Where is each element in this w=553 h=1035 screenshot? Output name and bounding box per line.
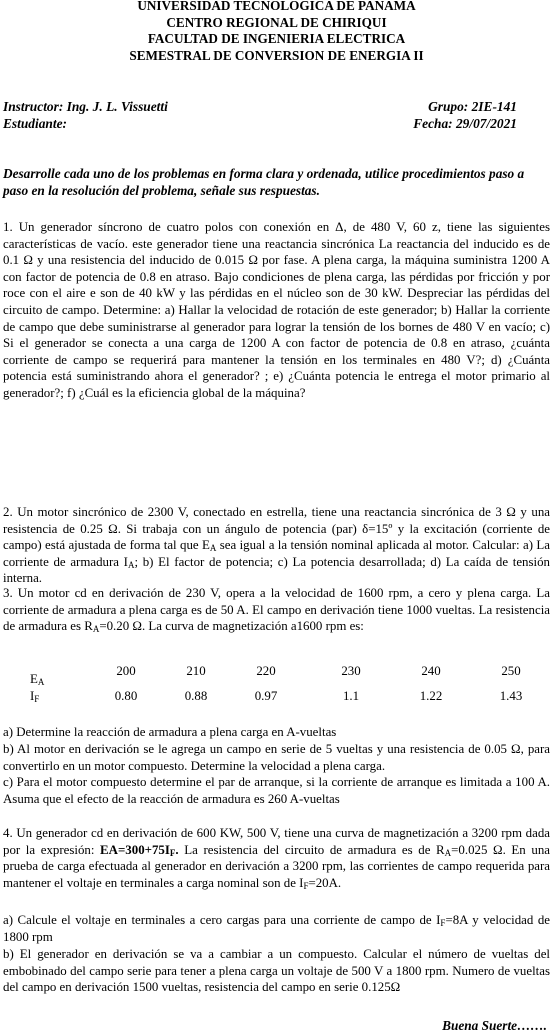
student-label: Estudiante: [3, 116, 67, 131]
ea-label: $E_A$ [30, 672, 45, 687]
student-row [3, 115, 517, 132]
if-label: $I_F$ [30, 689, 40, 704]
ea-value: 250 [501, 664, 521, 678]
university-name: UNIVERSIDAD TECNOLOGICA DE PANAMA [137, 0, 416, 13]
instructor-row [3, 98, 517, 115]
if-value: 0.80 [114, 689, 138, 703]
if-value: 1.1 [342, 689, 360, 703]
closing-message: Buena Suerte……. [442, 1018, 547, 1033]
date: Fecha: 29/07/2021 [413, 116, 517, 131]
problem-3-intro: 3. Un motor cd en derivación de 230 V, opera a la velocidad de 1600 rpm, a cero y plena carga. La corriente de armadura a plena carga es de 50 A. El campo en derivación tiene 1000 vueltas. La resistencia de armadura es $R_A=0.20$ Ω. La curva de magnetización a1600 rpm es: [3, 586, 550, 635]
problem-4-intro: 4. Un generador cd en derivación de 600 KW, 500 V, tiene una curva de magnetización a 3200 rpm dada por la expresión: $EA=300+75I_F$. La resistencia del circuito de armadura es de $R_A=0.025$ Ω. En una prueba de carga efectuada al generador en derivación a 3200 rpm, las corrientes de campo requerida para mantener el voltaje en terminales a carga nominal son de $I_F=20A$. [3, 826, 550, 891]
ea-value: 230 [341, 664, 361, 678]
instructions: Desarrolle cada uno de los problemas en forma clara y ordenada, utilice procedimientos paso a paso en la resolución del problema, señale sus respuestas. [3, 166, 525, 198]
header [0, 0, 553, 64]
problem-3-b: b) Al motor en derivación se le agrega un campo en serie de 5 vueltas y una resistencia de 0.05 Ω, para convertirlo en un motor compuesto. Determine la velocidad a plena carga. [3, 742, 550, 773]
exam-title: SEMESTRAL DE CONVERSION DE ENERGIA II [129, 47, 424, 63]
problem-4-b: b) El generador en derivación se va a cambiar a un compuesto. Calcular el número de vueltas del embobinado del campo serie para tener a plena carga un voltaje de 500 V a 1800 rpm. Numero de vueltas del campo en derivación 1500 vueltas, resistencia del campo en serie 0.125Ω [3, 947, 550, 995]
if-value: 1.22 [419, 689, 443, 703]
group: Grupo: 2IE-141 [428, 99, 517, 114]
ea-value: 240 [421, 664, 441, 678]
problem-3-c: c) Para el motor compuesto determine el par de arranque, si la corriente de arranque es limitada a 100 A. Asuma que el efecto de la reacción de armadura es 260 A-vueltas [3, 775, 550, 806]
ea-value: 220 [256, 664, 276, 678]
ea-value: 210 [186, 664, 206, 678]
problem-1: 1. Un generador síncrono de cuatro polos con conexión en Δ, de 480 V, 60 z, tiene las siguientes características de vacío. este generador tiene una reactancia sincrónica La reactancia del inducido es de 0.1 Ω y una resistencia del inducido de 0.015 Ω por fase. A plena carga, la máquina suministra 1200 A con factor de potencia de 0.8 en atraso. Bajo condiciones de plena carga, las pérdidas por fricción y por roce con el aire e son de 40 kW y las pérdidas en el núcleo son de 30 kW. Despreciar las pérdidas del circuito de campo. Determine: a) Hallar la velocidad de rotación de este generador; b) Hallar la corriente de campo que debe suministrarse al generador para lograr la tensión de los bornes de 480 V en vacío; c) Si el generador se conecta a una carga de 1200 A con factor de potencia de 0.8 en atraso, ¿cuánta corriente de campo se requerirá para mantener la tensión en los terminales en 480 V?; d) ¿Cuánta potencia está suministrando ahora el generador? ; e) ¿Cuánta potencia le entrega el motor primario al generador?; f) ¿Cuál es la eficiencia global de la máquina? [3, 220, 550, 400]
problem-3-a: a) Determine la reacción de armadura a plena carga en A-vueltas [3, 725, 337, 739]
regional-center: CENTRO REGIONAL DE CHIRIQUI [166, 14, 387, 30]
instructor: Instructor: Ing. J. L. Vissuetti [3, 99, 168, 114]
problem-4-a: a) Calcule el voltaje en terminales a cero cargas para una corriente de campo de $I_F=8A$ y velocidad de 1800 rpm [3, 913, 550, 944]
faculty-name: FACULTAD DE INGENIERIA ELECTRICA [147, 31, 406, 46]
problem-2: 2. Un motor sincrónico de 2300 V, conectado en estrella, tiene una reactancia sincrónica de 3 Ω y una resistencia de 0.25 Ω. Si trabaja con un ángulo de potencia (par) δ=15º y la excitación (corriente de campo) está ajustada de forma tal que $E_A$ sea igual a la tensión nominal aplicada al motor. Calcular: a) La corriente de armadura $I_A$; b) El factor de potencia; c) La potencia desarrollada; d) La caída de tensión interna. [3, 505, 550, 586]
if-value: 0.97 [254, 689, 278, 703]
if-value: 1.43 [499, 689, 523, 703]
ea-value: 200 [116, 664, 136, 678]
if-value: 0.88 [184, 689, 208, 703]
